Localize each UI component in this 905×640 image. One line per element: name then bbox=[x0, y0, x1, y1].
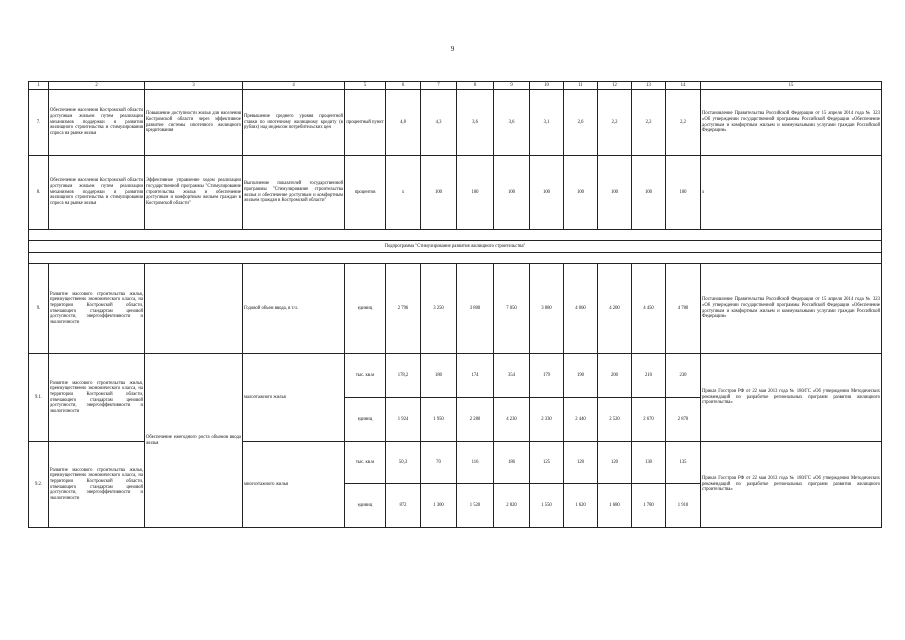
value-cell: 135 bbox=[666, 442, 701, 484]
row-number: 9. bbox=[29, 264, 49, 354]
value-cell: 1 680 bbox=[598, 484, 632, 528]
value-cell: 872 bbox=[386, 484, 421, 528]
indicator-cell: малоэтажного жилья bbox=[243, 354, 345, 442]
value-cell: 210 bbox=[632, 354, 666, 398]
value-cell: 1 910 bbox=[666, 484, 701, 528]
value-cell: 116 bbox=[457, 442, 494, 484]
table-row bbox=[29, 354, 882, 398]
value-cell: 100 bbox=[564, 156, 598, 230]
value-cell: 1 550 bbox=[530, 484, 564, 528]
value-cell: 1 924 bbox=[386, 398, 421, 442]
row-number: 8. bbox=[29, 156, 49, 230]
unit-cell: процентный пункт bbox=[345, 90, 386, 156]
spacer-cell bbox=[29, 230, 882, 241]
task-cell: Развитие массового строительства жилья, преимущественно экономического класса, на территории Костромской области, отвечающего стандартам ценовой доступности, энергоэффективности и экологичности bbox=[49, 264, 145, 354]
value-cell: 1 950 bbox=[421, 398, 457, 442]
header-cell: 8 bbox=[457, 82, 494, 90]
value-cell: 4 450 bbox=[632, 264, 666, 354]
value-cell: 4 780 bbox=[666, 264, 701, 354]
source-cell: Постановление Правительства Российской Федерации от 15 апреля 2014 года № 323 «Об утверждении государственной программы Российской Федерации «Обеспечение доступным и комфортным жильем и коммунальными услугами граждан Российской Федерации» bbox=[701, 264, 882, 354]
header-cell: 15 bbox=[701, 82, 882, 90]
value-cell: 179 bbox=[530, 354, 564, 398]
value-cell: 2 670 bbox=[632, 398, 666, 442]
value-cell: 2 330 bbox=[530, 398, 564, 442]
unit-cell: процентов bbox=[345, 156, 386, 230]
value-cell: 4 230 bbox=[494, 398, 530, 442]
value-cell: х bbox=[386, 156, 421, 230]
value-cell: 120 bbox=[564, 442, 598, 484]
value-cell: 2 280 bbox=[457, 398, 494, 442]
value-cell: 100 bbox=[457, 156, 494, 230]
value-cell: 1 780 bbox=[632, 484, 666, 528]
header-cell: 10 bbox=[530, 82, 564, 90]
value-cell: 1 620 bbox=[564, 484, 598, 528]
value-cell: 3 880 bbox=[530, 264, 564, 354]
source-cell: Приказ Госстроя РФ от 22 мая 2013 года № 180/ГС «Об утверждении Методических рекомендаций по разработке региональных программ развития жилищного строительства» bbox=[701, 354, 882, 442]
goal-cell: Эффективное управление ходом реализации государственной программы "Стимулирование строительства жилья и обеспечение доступным и комфортным жильем граждан в Костромской области" bbox=[145, 156, 243, 230]
value-cell: 174 bbox=[457, 354, 494, 398]
value-cell: 2,6 bbox=[564, 90, 598, 156]
value-cell: 3,1 bbox=[530, 90, 564, 156]
value-cell: 178,2 bbox=[386, 354, 421, 398]
value-cell: 354 bbox=[494, 354, 530, 398]
indicator-cell: Выполнение показателей государственной программы "Стимулирование строительства жилья и обеспечение доступным и комфортным жильем граждан в Костромской области" bbox=[243, 156, 345, 230]
value-cell: 2,2 bbox=[632, 90, 666, 156]
unit-cell: тыс. кв.м bbox=[345, 442, 386, 484]
task-cell: Развитие массового строительства жилья, преимущественно экономического класса, на территории Костромской области, отвечающего стандартам ценовой доступности, энергоэффективности и экологичности bbox=[49, 354, 145, 442]
table-row bbox=[29, 156, 882, 230]
value-cell: 2 520 bbox=[598, 398, 632, 442]
indicator-cell: Превышение среднего уровня процентной ставки по ипотечному жилищному кредиту (в рублях) над индексом потребительских цен bbox=[243, 90, 345, 156]
unit-cell: единиц bbox=[345, 484, 386, 528]
goal-cell: Обеспечение ежегодного роста объемов ввода жилья bbox=[145, 354, 243, 528]
subprogram-title: Подпрограмма "Стимулирование развития жилищного строительства" bbox=[29, 241, 882, 253]
row-number: 7. bbox=[29, 90, 49, 156]
header-cell: 1 bbox=[29, 82, 49, 90]
value-cell: 4,8 bbox=[386, 90, 421, 156]
unit-cell: единиц bbox=[345, 264, 386, 354]
value-cell: 190 bbox=[564, 354, 598, 398]
header-cell: 6 bbox=[386, 82, 421, 90]
source-cell: Постановление Правительства Российской Федерации от 15 апреля 2014 года № 323 «Об утверждении государственной программы Российской Федерации «Обеспечение доступным и комфортным жильем и коммунальными услугами граждан Российской Федерации» bbox=[701, 90, 882, 156]
value-cell: 186 bbox=[494, 442, 530, 484]
value-cell: 3,6 bbox=[457, 90, 494, 156]
value-cell: 100 bbox=[494, 156, 530, 230]
value-cell: 2 440 bbox=[564, 398, 598, 442]
value-cell: 125 bbox=[530, 442, 564, 484]
value-cell: 2,2 bbox=[598, 90, 632, 156]
header-cell: 3 bbox=[145, 82, 243, 90]
task-cell: Обеспечение населения Костромской области доступным жильем путем реализации механизмов поддержки и развития жилищного строительства и стимулирования спроса на рынке жилья bbox=[49, 156, 145, 230]
header-cell: 9 bbox=[494, 82, 530, 90]
spacer-row bbox=[29, 230, 882, 241]
header-cell: 5 bbox=[345, 82, 386, 90]
indicator-cell: многоэтажного жилья bbox=[243, 442, 345, 528]
value-cell: 180 bbox=[421, 354, 457, 398]
value-cell: 1 300 bbox=[421, 484, 457, 528]
header-cell: 7 bbox=[421, 82, 457, 90]
header-cell: 2 bbox=[49, 82, 145, 90]
value-cell: 70 bbox=[421, 442, 457, 484]
value-cell: 3 800 bbox=[457, 264, 494, 354]
indicators-table bbox=[28, 81, 882, 528]
source-cell: Приказ Госстроя РФ от 22 мая 2013 года № 180/ГС «Об утверждении Методических рекомендаций по разработке региональных программ развития жилищного строительства» bbox=[701, 442, 882, 528]
value-cell: 200 bbox=[598, 354, 632, 398]
value-cell: 230 bbox=[666, 354, 701, 398]
table-header-row bbox=[29, 82, 882, 90]
value-cell: 3,6 bbox=[494, 90, 530, 156]
row-number: 9.1. bbox=[29, 354, 49, 442]
value-cell: 4 200 bbox=[598, 264, 632, 354]
value-cell: 2 820 bbox=[494, 484, 530, 528]
value-cell: 2 870 bbox=[666, 398, 701, 442]
value-cell: 100 bbox=[598, 156, 632, 230]
header-cell: 4 bbox=[243, 82, 345, 90]
header-cell: 14 bbox=[666, 82, 701, 90]
value-cell: 100 bbox=[632, 156, 666, 230]
value-cell: 4,3 bbox=[421, 90, 457, 156]
value-cell: 2,2 bbox=[666, 90, 701, 156]
indicator-cell: Годовой объем ввода, в т.ч. bbox=[243, 264, 345, 354]
value-cell: 4 060 bbox=[564, 264, 598, 354]
goal-cell bbox=[145, 264, 243, 354]
row-number: 9.2. bbox=[29, 442, 49, 528]
value-cell: 1 520 bbox=[457, 484, 494, 528]
header-cell: 12 bbox=[598, 82, 632, 90]
spacer-cell bbox=[29, 253, 882, 264]
source-cell: х bbox=[701, 156, 882, 230]
value-cell: 130 bbox=[632, 442, 666, 484]
goal-cell: Повышение доступности жилья для населения Костромской области через эффективное развитие системы ипотечного жилищного кредитования bbox=[145, 90, 243, 156]
task-cell: Обеспечение населения Костромской области доступным жильем путем реализации механизмов поддержки и развития жилищного строительства и стимулирования спроса на рынке жилья bbox=[49, 90, 145, 156]
table-row bbox=[29, 90, 882, 156]
table-row bbox=[29, 264, 882, 354]
value-cell: 100 bbox=[421, 156, 457, 230]
header-cell: 13 bbox=[632, 82, 666, 90]
header-cell: 11 bbox=[564, 82, 598, 90]
page-number: 9 bbox=[450, 45, 455, 53]
value-cell: 100 bbox=[666, 156, 701, 230]
value-cell: 2 796 bbox=[386, 264, 421, 354]
value-cell: 3 250 bbox=[421, 264, 457, 354]
value-cell: 7 050 bbox=[494, 264, 530, 354]
spacer-row bbox=[29, 253, 882, 264]
unit-cell: единиц bbox=[345, 398, 386, 442]
task-cell: Развитие массового строительства жилья, преимущественно экономического класса, на территории Костромской области, отвечающего стандартам ценовой доступности, энергоэффективности и экологичности bbox=[49, 442, 145, 528]
value-cell: 100 bbox=[530, 156, 564, 230]
value-cell: 50,3 bbox=[386, 442, 421, 484]
subprogram-row bbox=[29, 241, 882, 253]
value-cell: 120 bbox=[598, 442, 632, 484]
unit-cell: тыс. кв.м bbox=[345, 354, 386, 398]
